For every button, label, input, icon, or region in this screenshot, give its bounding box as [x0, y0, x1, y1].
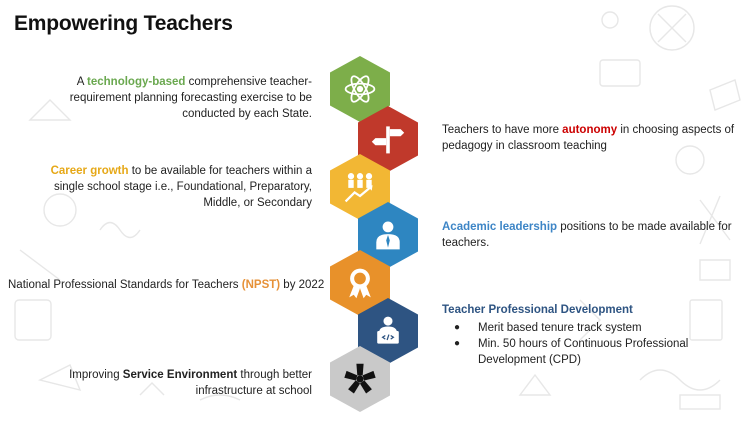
npst-highlight: (NPST) — [241, 279, 281, 291]
technology-highlight: technology-based — [87, 76, 186, 88]
award-rosette-icon — [342, 265, 378, 301]
tpd-heading: Teacher Professional Development — [442, 304, 633, 316]
bullet-dot: ● — [454, 338, 461, 349]
tpd-bullet-item: ● Min. 50 hours of Continuous Professional Development (CPD) — [454, 338, 689, 366]
tpd-bullet-list — [442, 320, 742, 368]
growth-people-icon — [342, 169, 378, 205]
atom-icon — [342, 71, 378, 107]
slide-title: Empowering Teachers — [14, 12, 233, 35]
career-text: Career growth to be available for teachers within a single school stage i.e., Foundational, Preparatory, Middle, or Secondary — [50, 165, 312, 209]
service-highlight: Service Environment — [122, 369, 238, 381]
service-text: Improving Service Environment through better infrastructure at school — [69, 369, 312, 397]
teacher-laptop-icon — [370, 313, 406, 349]
autonomy-highlight: autonomy — [562, 124, 618, 136]
autonomy-text: Teachers to have more autonomy in choosing aspects of pedagogy in classroom teaching — [442, 124, 735, 152]
hands-unity-icon — [342, 361, 378, 397]
leadership-highlight: Academic leadership — [442, 221, 558, 233]
npst-text: National Professional Standards for Teachers (NPST) by 2022 — [8, 279, 325, 291]
leadership-text: Academic leadership positions to be made available for teachers. — [442, 221, 732, 249]
tpd-block — [442, 302, 742, 368]
bullet-dot: ● — [454, 322, 461, 333]
leader-icon — [370, 217, 406, 253]
technology-text: A technology-based comprehensive teacher-requirement planning forecasting exercise to be conducted by each State. — [69, 76, 312, 120]
tpd-bullet-item: ● Merit based tenure track system — [454, 322, 642, 334]
signpost-icon — [370, 121, 406, 157]
career-highlight: Career growth — [50, 165, 129, 177]
